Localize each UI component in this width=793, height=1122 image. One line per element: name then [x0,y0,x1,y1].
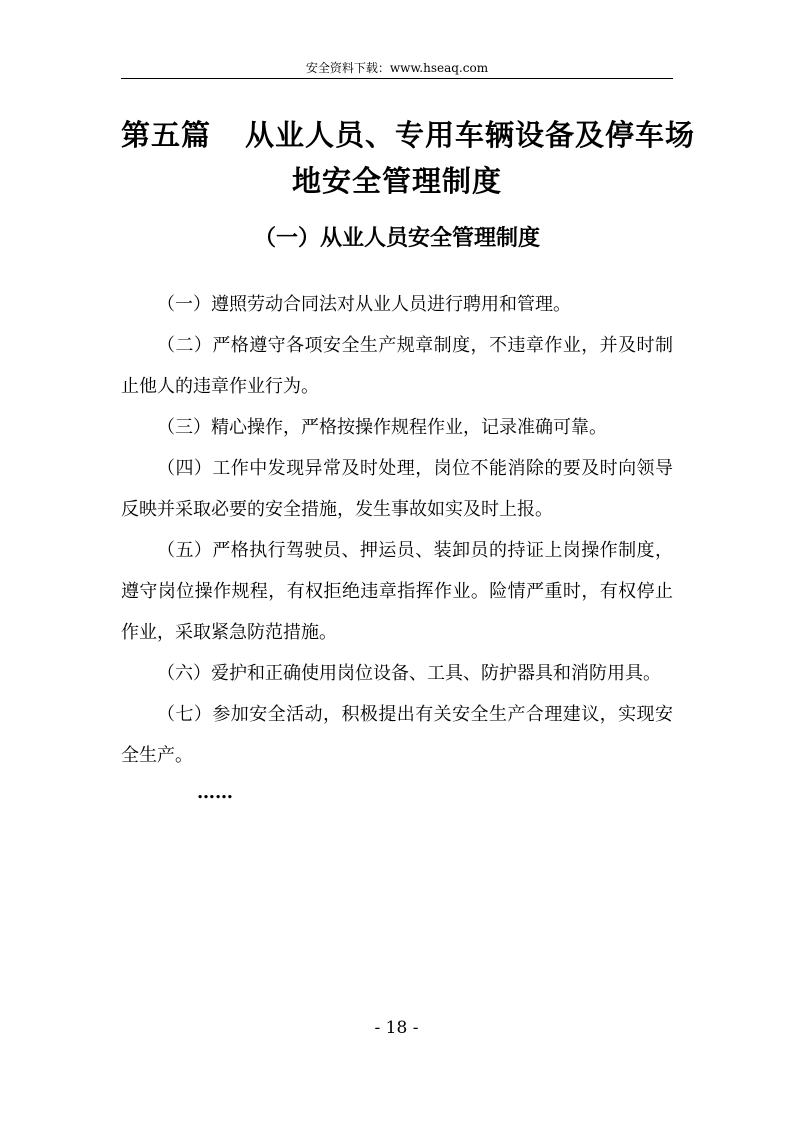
paragraph-7: （七）参加安全活动，积极提出有关安全生产合理建议，实现安全生产。 [121,704,673,766]
title-line-1 [121,112,696,158]
paragraph-5: （五）严格执行驾驶员、押运员、装卸员的持证上岗操作制度，遵守岗位操作规程，有权拒绝违章指挥作业。险情严重时，有权停止作业，采取紧急防范措施。 [121,540,673,643]
page-number: - 18 - [374,1018,419,1038]
paragraph-1: （一）遵照劳动合同法对从业人员进行聘用和管理。 [157,294,571,315]
document-body [121,284,673,810]
paragraph-6: （六）爱护和正确使用岗位设备、工具、防护器具和消防用具。 [157,663,661,684]
document-title [121,112,696,204]
paragraph-2: （二）严格遵守各项安全生产规章制度，不违章作业，并及时制止他人的违章作业行为。 [121,335,673,397]
title-part: 第五篇 [121,118,212,152]
title-line-1-text: 从业人员、专用车辆设备及停车场 [245,118,696,152]
page-header [121,58,673,79]
paragraph-4: （四）工作中发现异常及时处理，岗位不能消除的要及时向领导反映并采取必要的安全措施，发生事故如实及时上报。 [121,458,673,520]
section-subtitle: （一）从业人员安全管理制度 [253,225,540,251]
title-line-2: 地安全管理制度 [291,164,502,198]
paragraph-3: （三）精心操作，严格按操作规程作业，记录准确可靠。 [157,417,607,438]
ellipsis: …… [197,782,233,803]
header-text: 安全资料下载：www.hseaq.com [305,61,489,75]
